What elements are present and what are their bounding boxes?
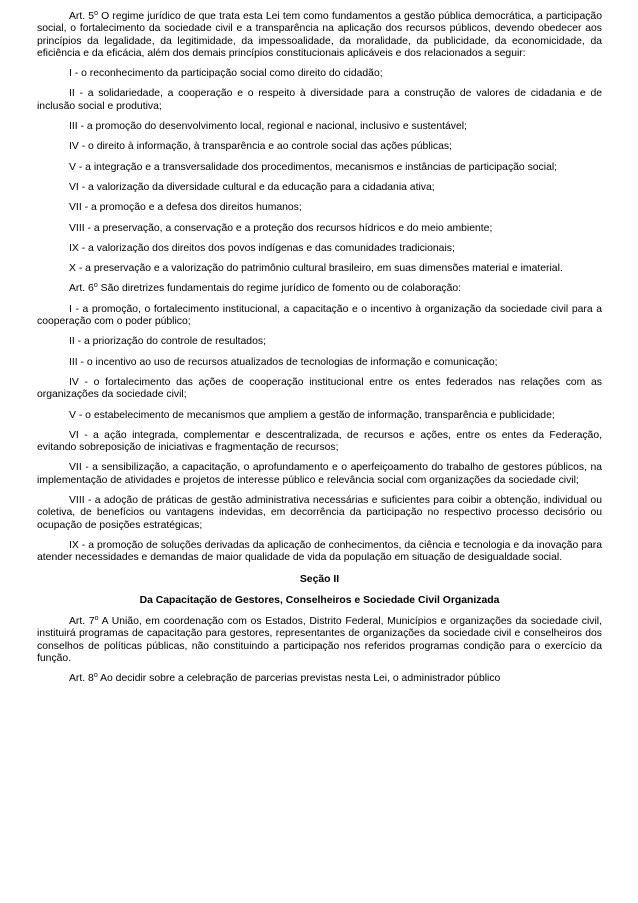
- art6-item-vi: VI - a ação integrada, complementar e descentralizada, de recursos e ações, entre os entes da Federação, evitando sobreposição de iniciativas e fragmentação de recursos;: [37, 429, 602, 454]
- art6-item-vii: VII - a sensibilização, a capacitação, o aprofundamento e o aperfeiçoamento do trabalho de gestores públicos, na implementação de atividades e projetos de interesse público e relevância social com organizações da sociedade civil;: [37, 462, 602, 486]
- art5-item-i: I - o reconhecimento da participação social como direito do cidadão;: [69, 68, 383, 80]
- art5-item-v: V - a integração e a transversalidade dos procedimentos, mecanismos e instâncias de participação social;: [69, 161, 558, 173]
- art5-item-vii: VII - a promoção e a defesa dos direitos humanos;: [69, 202, 302, 214]
- art7-caput: [37, 616, 602, 665]
- art6-ordinal: o: [93, 282, 98, 290]
- art5-item-iv: IV - o direito à informação, à transparência e ao controle social das ações públicas;: [69, 141, 452, 153]
- art7-ordinal: o: [94, 615, 99, 623]
- art6-item-iii: III - o incentivo ao uso de recursos atualizados de tecnologias de informação e comunicação;: [69, 356, 498, 368]
- art6-item-iv: IV - o fortalecimento das ações de cooperação institucional entre os entes federados nas relações com as organizações da sociedade civil;: [37, 376, 602, 401]
- art8-lead: Art. 8: [69, 673, 94, 685]
- art5-text: O regime jurídico de que trata esta Lei tem como fundamentos a gestão pública democrática, a participação social, o fortalecimento da sociedade civil e a transparência na aplicação dos recursos públicos, devendo obedecer aos princípios da legalidade, da legitimidade, da impessoalidade, da moralidade, da publicidade, da economicidade, da eficiência e da eficácia, além dos demais princípios constitucionais aplicáveis e dos relacionados a seguir:: [37, 11, 602, 59]
- art8-ordinal: o: [93, 672, 98, 680]
- art5-item-ix: IX - a valorização dos direitos dos povos indígenas e das comunidades tradicionais;: [69, 242, 455, 254]
- section-label: Seção II: [299, 573, 340, 585]
- art6-text: São diretrizes fundamentais do regime jurídico de fomento ou de colaboração:: [97, 283, 462, 295]
- art7-text: A União, em coordenação com os Estados, Distrito Federal, Municípios e organizações da sociedade civil, instituirá programas de capacitação para gestores, representantes de organizações da sociedade civil e conselheiros dos conselhos de políticas públicas, não constituindo a participação nos referidos programas condição para o exercício da função.: [37, 616, 602, 664]
- art6-item-ii: II - a priorização do controle de resultados;: [69, 336, 266, 348]
- art5-item-x: X - a preservação e a valorização do patrimônio cultural brasileiro, em suas dimensões material e imaterial.: [69, 263, 563, 275]
- art5-ordinal: o: [94, 10, 98, 17]
- art5-item-ii: II - a solidariedade, a cooperação e o respeito à diversidade para a construção de valores de cidadania e de inclusão social e produtiva;: [37, 88, 602, 112]
- art8-text: Ao decidir sobre a celebração de parcerias previstas nesta Lei, o administrador público: [97, 673, 501, 685]
- art6-item-viii: VIII - a adoção de práticas de gestão administrativa necessárias e suficientes para coibir a obtenção, individual ou coletiva, de benefícios ou vantagens indevidas, em decorrência da participação no respectivo processo decisório ou ocupação de posições estratégicas;: [37, 495, 602, 531]
- art5-item-viii: VIII - a preservação, a conservação e a proteção dos recursos hídricos e do meio ambiente;: [69, 222, 493, 234]
- art5-item-vi: VI - a valorização da diversidade cultural e da educação para a cidadania ativa;: [69, 181, 435, 193]
- art6-lead: Art. 6: [69, 283, 94, 295]
- art7-lead: Art. 7: [69, 616, 95, 628]
- section-title: Da Capacitação de Gestores, Conselheiros e Sociedade Civil Organizada: [139, 594, 500, 606]
- art5-lead: Art. 5: [69, 11, 95, 22]
- art6-item-i: I - a promoção, o fortalecimento institucional, a capacitação e o incentivo à organização da sociedade civil para a cooperação com o poder público;: [37, 303, 602, 328]
- art8-caput: [37, 673, 602, 685]
- art6-item-v: V - o estabelecimento de mecanismos que ampliem a gestão de informação, transparência e publicidade;: [69, 409, 555, 421]
- art6-item-ix: IX - a promoção de soluções derivadas da aplicação de conhecimentos, da ciência e tecnologia e da inovação para atender necessidades e demandas de maior qualidade de vida da população em situação de desigualdade social.: [37, 539, 602, 564]
- art5-caput: [37, 11, 602, 60]
- art5-item-iii: III - a promoção do desenvolvimento local, regional e nacional, inclusivo e sustentável;: [69, 121, 467, 133]
- art6-caput: [37, 283, 602, 295]
